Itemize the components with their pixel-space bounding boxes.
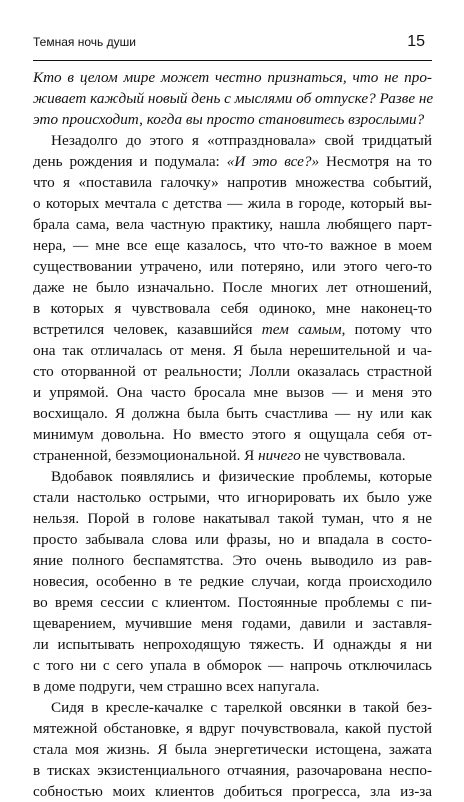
running-title: Темная ночь души [33, 35, 136, 49]
text-run: страненной, безэмоциональной. Я [33, 447, 259, 464]
paragraph-line: во время сессии с клиентом. Постоянные проблемы с пи- [33, 594, 432, 611]
paragraph-line [33, 445, 432, 466]
text-run: не чувствовала. [300, 447, 406, 464]
paragraph-line: минимум довольна. Но вместо этого я ощущала себя от- [33, 426, 432, 443]
paragraph-line: сто оторванной от реальности; Лолли оказалась страстной [33, 363, 432, 380]
paragraph-line: с того ни с сего упала в обморок — напрочь отключилась [33, 657, 432, 674]
paragraph-line: стала моя жизнь. Я была энергетически истощена, зажата [33, 741, 432, 758]
paragraph-line: яние полного беспамятства. Это очень выводило из рав- [33, 552, 432, 569]
paragraph-line: нельзя. Порой в голове накатывал такой туман, что я не [33, 510, 432, 527]
paragraph-line: что я «поставила галочку» напротив множества событий, [33, 174, 432, 191]
paragraph-line: брала сама, вела частную практику, нашла любящего парт- [33, 216, 432, 233]
paragraph-line: ли испытывать непроходящую тяжесть. И однажды я ни [33, 636, 432, 653]
intro-line: это происходит, когда вы просто становитесь взрослыми? [33, 111, 425, 128]
page-body [33, 67, 432, 802]
paragraph-line [33, 319, 432, 340]
paragraph-line: просто забывала слова или фразы, но и впадала в состо- [33, 531, 432, 548]
text-run: день рождения и подумала: [33, 153, 227, 170]
emphasis: ничего [258, 447, 301, 464]
emphasis: тем самым [261, 321, 342, 338]
emphasis: «И это все?» [226, 153, 320, 170]
header-rule [33, 60, 432, 61]
paragraph-line: щеварением, мучившие меня годами, давили и заставля- [33, 615, 432, 632]
paragraph-line: новесия, особенно в те редкие случаи, когда происходило [33, 573, 432, 590]
paragraph-line: мятежной обстановке, я вдруг почувствовала, какой пустой [33, 720, 432, 737]
paragraph-line: собностью моих клиентов добиться прогресса, зла из-за [33, 783, 432, 800]
paragraph-line: в тисках экзистенциального отчаяния, разочарована неспо- [33, 762, 432, 779]
paragraph-line: восхищало. Я должна была быть счастлива — ну или как [33, 405, 432, 422]
paragraph-line: о которых мечтала с детства — жила в городе, который вы- [33, 195, 432, 212]
paragraph-line: даже не было изначально. После многих лет отношений, [33, 279, 432, 296]
page-number: 15 [407, 33, 425, 50]
paragraph-line: Сидя в кресле-качалке с тарелкой овсянки в такой без- [51, 699, 432, 716]
text-run: встретился человек, казавшийся [33, 321, 262, 338]
intro-line: живает каждый новый день с мыслями об отпуске? Разве не [33, 90, 434, 107]
paragraph-line: существовании утрачено, или потеряно, или этого чего-то [33, 258, 432, 275]
text-run: Несмотря на то [319, 153, 432, 170]
paragraph-line: она так отличалась от меня. Я была нерешительной и ча- [33, 342, 432, 359]
paragraph-line [33, 151, 432, 172]
paragraph-line: стали настолько острыми, что игнорировать их было уже [33, 489, 432, 506]
paragraph-line: нера, — мне все еще казалось, что что-то важное в моем [33, 237, 432, 254]
paragraph-line: Незадолго до этого я «отпраздновала» свой тридцатый [51, 132, 432, 149]
paragraph-line: в которых я чувствовала себя одиноко, мне наконец-то [33, 300, 432, 317]
paragraph-line: Вдобавок появлялись и физические проблемы, которые [51, 468, 432, 485]
paragraph-line: в доме подруги, чем страшно всех напугала. [33, 678, 320, 695]
intro-line: Кто в целом мире может честно признаться, что не про- [33, 69, 432, 86]
text-run: , потому что [341, 321, 432, 338]
paragraph-line: и упрямой. Она часто бросала мне вызов — и меня это [33, 384, 432, 401]
